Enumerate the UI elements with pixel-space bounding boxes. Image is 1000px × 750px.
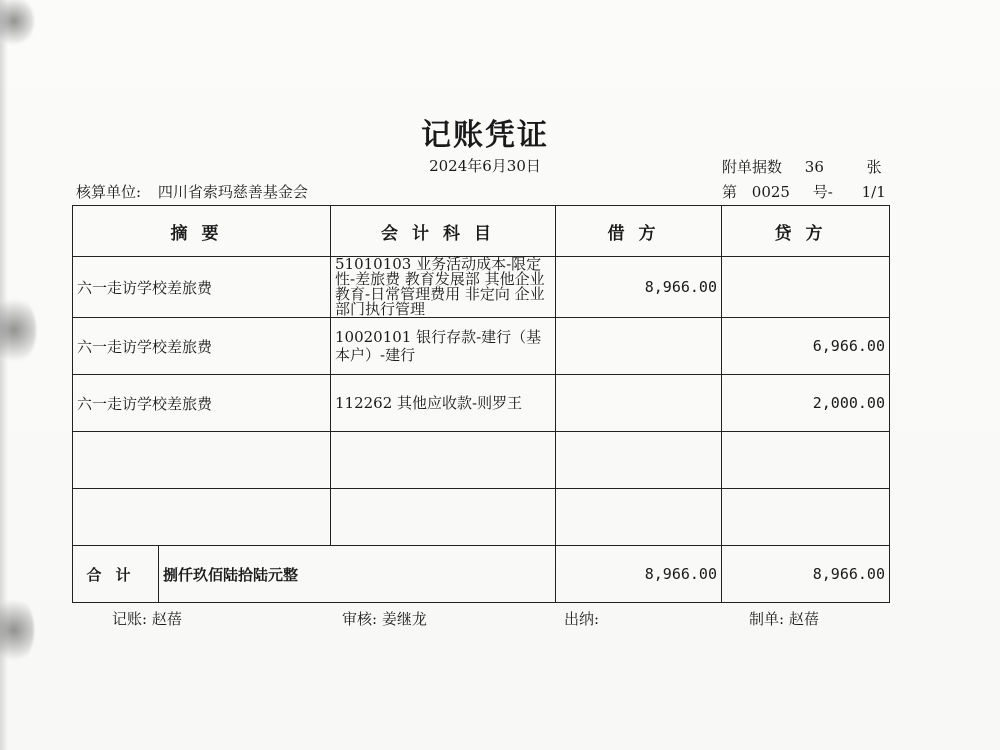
reviewer-name: 姜继龙	[381, 610, 427, 628]
row-summary: 六一走访学校差旅费	[73, 257, 331, 318]
attachments-info	[722, 156, 882, 177]
total-label: 合计	[73, 546, 159, 603]
cashier-label: 出纳:	[564, 610, 600, 628]
table-row	[73, 318, 890, 375]
voucher-no-prefix: 第	[722, 183, 738, 201]
row-subject: 112262 其他应收款-则罗王	[331, 375, 556, 432]
row-debit	[556, 432, 722, 489]
voucher-title: 记账凭证	[421, 118, 549, 153]
row-debit: 8,966.00	[556, 257, 722, 318]
row-debit	[556, 489, 722, 546]
voucher-table	[72, 205, 890, 603]
row-subject: 10020101 银行存款-建行（基本户）-建行	[331, 318, 556, 375]
voucher-number	[722, 181, 886, 202]
header-debit: 借方	[556, 206, 722, 257]
unit-name: 四川省索玛慈善基金会	[157, 183, 308, 201]
voucher-no-value: 0025	[751, 183, 790, 201]
bookkeeper-label: 记账:	[112, 610, 148, 628]
reviewer-label: 审核:	[342, 610, 378, 628]
voucher-date: 2024年6月30日	[429, 157, 541, 175]
row-subject	[331, 489, 556, 546]
header-subject: 会计科目	[331, 206, 556, 257]
header-summary: 摘要	[73, 206, 331, 257]
row-subject	[331, 432, 556, 489]
attachments-count: 36	[804, 158, 824, 176]
attachments-label: 附单据数	[722, 158, 783, 176]
row-credit: 6,966.00	[722, 318, 890, 375]
table-row	[73, 432, 890, 489]
row-credit: 2,000.00	[722, 375, 890, 432]
row-debit	[556, 375, 722, 432]
preparer-signature	[749, 608, 819, 629]
row-debit	[556, 318, 722, 375]
accounting-unit	[76, 181, 308, 202]
row-credit	[722, 257, 890, 318]
row-summary	[73, 432, 331, 489]
row-subject: 51010103 业务活动成本-限定性-差旅费 教育发展部 其他企业 教育-日常管理费用 非定向 企业 部门执行管理	[331, 257, 556, 318]
unit-label: 核算单位:	[76, 183, 142, 201]
table-header-row	[73, 206, 890, 257]
table-row	[73, 489, 890, 546]
table-row	[73, 257, 890, 318]
cashier-signature	[564, 608, 599, 629]
row-credit	[722, 489, 890, 546]
preparer-name: 赵蓓	[788, 610, 819, 628]
voucher-page: 1/1	[861, 183, 886, 201]
reviewer-signature	[342, 608, 427, 629]
bookkeeper-signature	[112, 608, 182, 629]
total-amount-words: 捌仟玖佰陆拾陆元整	[159, 546, 556, 603]
row-summary: 六一走访学校差旅费	[73, 318, 331, 375]
row-summary	[73, 489, 331, 546]
attachments-unit: 张	[866, 158, 882, 176]
total-credit: 8,966.00	[722, 546, 890, 603]
row-credit	[722, 432, 890, 489]
preparer-label: 制单:	[749, 610, 785, 628]
header-credit: 贷方	[722, 206, 890, 257]
bookkeeper-name: 赵蓓	[151, 610, 182, 628]
table-row	[73, 375, 890, 432]
total-debit: 8,966.00	[556, 546, 722, 603]
voucher-no-suffix: 号-	[812, 183, 833, 201]
total-row	[73, 546, 890, 603]
row-summary: 六一走访学校差旅费	[73, 375, 331, 432]
